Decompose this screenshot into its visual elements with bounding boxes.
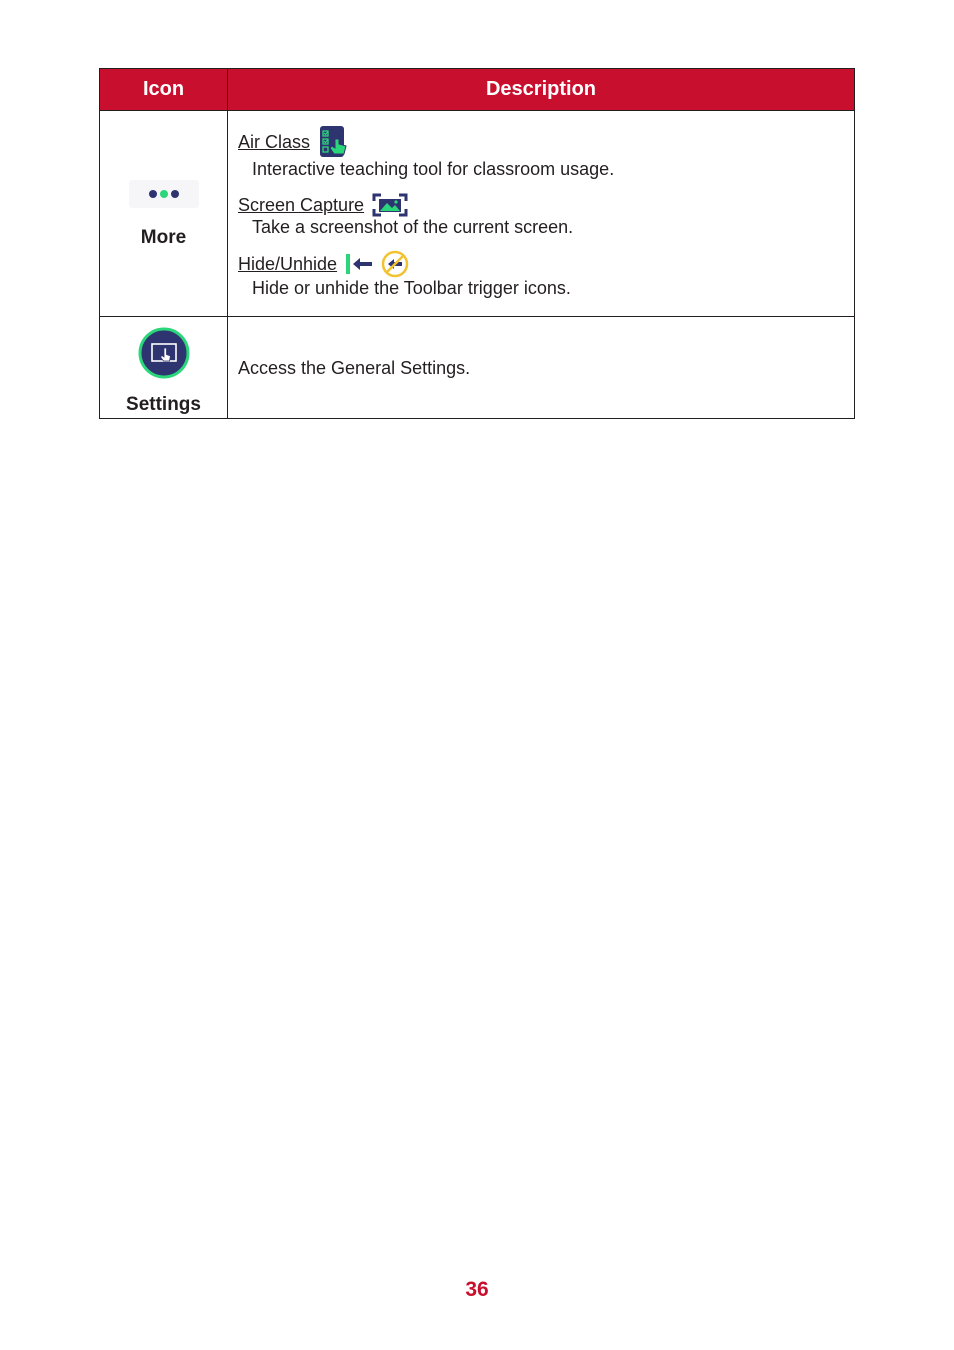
settings-description-cell — [228, 317, 855, 419]
more-icon-cell — [100, 111, 228, 317]
icon-column-header: Icon — [100, 69, 228, 111]
hide-arrow-icon — [345, 252, 373, 276]
air-class-title[interactable]: Air Class — [238, 131, 311, 152]
description-column-header: Description — [228, 69, 855, 111]
hide-unhide-title[interactable]: Hide/Unhide — [238, 253, 338, 274]
more-label: More — [140, 227, 187, 248]
settings-description: Access the General Settings. — [238, 357, 471, 378]
screen-capture-entry — [238, 193, 844, 238]
screen-capture-icon — [372, 193, 408, 217]
air-class-entry — [238, 125, 844, 180]
table-row-settings — [100, 317, 855, 419]
screen-capture-title[interactable]: Screen Capture — [238, 194, 365, 215]
table-row-more — [100, 111, 855, 317]
hide-unhide-text: Hide or unhide the Toolbar trigger icons. — [252, 278, 571, 298]
hide-unhide-entry — [238, 250, 844, 299]
settings-icon-cell — [100, 317, 228, 419]
unhide-toggle-icon — [381, 250, 409, 278]
air-class-icon — [318, 125, 350, 159]
air-class-text: Interactive teaching tool for classroom usage. — [252, 159, 615, 179]
screen-capture-text: Take a screenshot of the current screen. — [252, 217, 574, 237]
table-header-row — [100, 69, 855, 111]
icon-description-table — [99, 68, 855, 419]
more-dots-icon — [129, 180, 199, 208]
settings-icon — [138, 327, 190, 379]
more-description-cell — [228, 111, 855, 317]
page-number: 36 — [465, 1278, 489, 1301]
settings-label: Settings — [126, 394, 201, 415]
